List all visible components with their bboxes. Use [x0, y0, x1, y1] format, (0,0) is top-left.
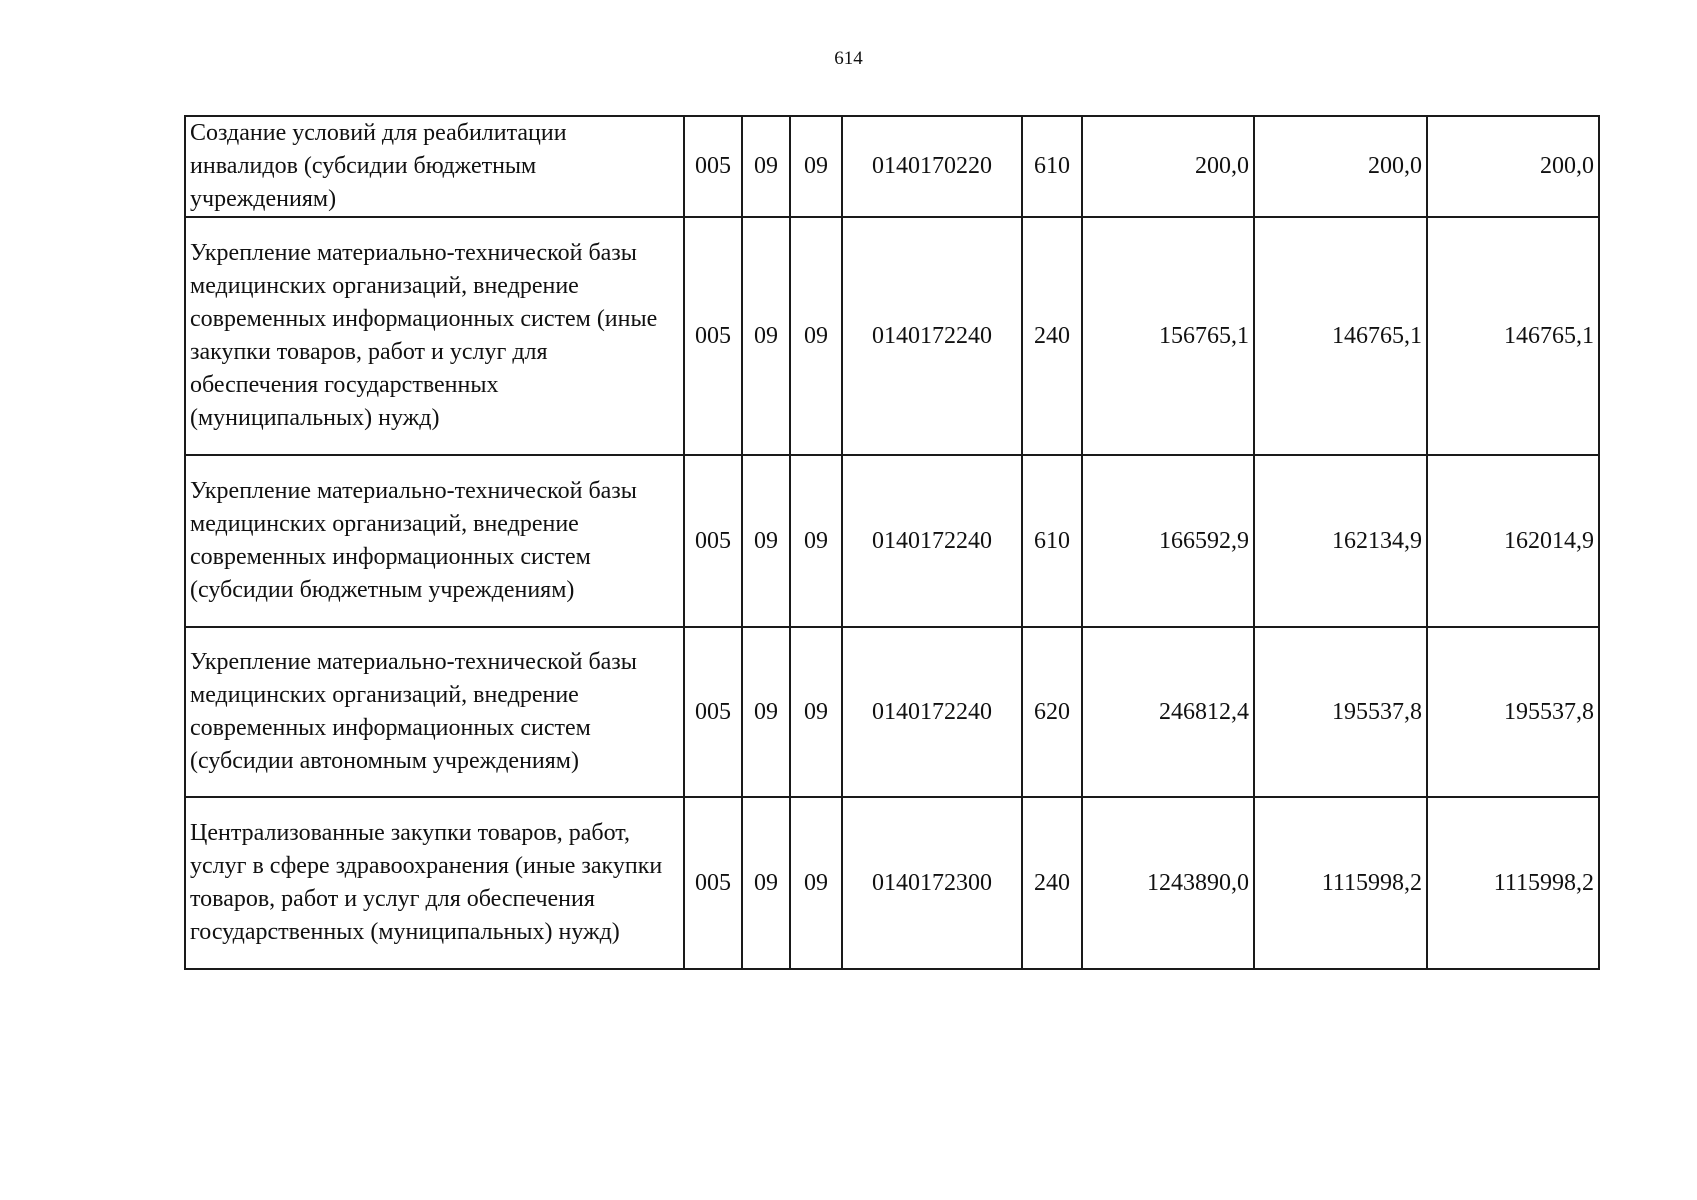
amount-year-3: 195537,8 — [1427, 627, 1599, 797]
amount-year-1: 1243890,0 — [1082, 797, 1254, 969]
amount-year-2: 146765,1 — [1254, 217, 1427, 455]
target-article-code: 0140170220 — [842, 116, 1022, 217]
ministry-code: 005 — [684, 797, 742, 969]
amount-year-3: 1115998,2 — [1427, 797, 1599, 969]
expense-type-code: 620 — [1022, 627, 1082, 797]
amount-year-1: 200,0 — [1082, 116, 1254, 217]
expense-type-code: 240 — [1022, 797, 1082, 969]
subsection-code: 09 — [790, 455, 842, 627]
row-description: Централизованные закупки товаров, работ, услуг в сфере здравоохранения (иные закупки товаров, работ и услуг для обеспечения государственных (муниципальных) нужд) — [185, 797, 684, 969]
section-code: 09 — [742, 797, 790, 969]
table-row — [185, 116, 1599, 217]
table-row — [185, 627, 1599, 797]
section-code: 09 — [742, 217, 790, 455]
section-code: 09 — [742, 627, 790, 797]
ministry-code: 005 — [684, 116, 742, 217]
amount-year-3: 200,0 — [1427, 116, 1599, 217]
row-description: Укрепление материально-технической базы медицинских организаций, внедрение современных информационных систем (субсидии автономным учреждениям) — [185, 627, 684, 797]
page-number: 614 — [834, 48, 863, 69]
target-article-code: 0140172240 — [842, 627, 1022, 797]
amount-year-3: 146765,1 — [1427, 217, 1599, 455]
target-article-code: 0140172300 — [842, 797, 1022, 969]
amount-year-2: 195537,8 — [1254, 627, 1427, 797]
row-description: Укрепление материально-технической базы медицинских организаций, внедрение современных информационных систем (субсидии бюджетным учреждениям) — [185, 455, 684, 627]
budget-table — [184, 115, 1600, 970]
amount-year-3: 162014,9 — [1427, 455, 1599, 627]
subsection-code: 09 — [790, 797, 842, 969]
subsection-code: 09 — [790, 116, 842, 217]
expense-type-code: 610 — [1022, 455, 1082, 627]
ministry-code: 005 — [684, 455, 742, 627]
amount-year-2: 1115998,2 — [1254, 797, 1427, 969]
section-code: 09 — [742, 455, 790, 627]
amount-year-1: 166592,9 — [1082, 455, 1254, 627]
amount-year-2: 200,0 — [1254, 116, 1427, 217]
table-row — [185, 217, 1599, 455]
expense-type-code: 240 — [1022, 217, 1082, 455]
row-description: Укрепление материально-технической базы медицинских организаций, внедрение современных информационных систем (иные закупки товаров, работ и услуг для обеспечения государственных (муниципальных) нужд) — [185, 217, 684, 455]
section-code: 09 — [742, 116, 790, 217]
table-row — [185, 455, 1599, 627]
amount-year-2: 162134,9 — [1254, 455, 1427, 627]
row-description: Создание условий для реабилитации инвалидов (субсидии бюджетным учреждениям) — [185, 116, 684, 217]
ministry-code: 005 — [684, 627, 742, 797]
amount-year-1: 156765,1 — [1082, 217, 1254, 455]
ministry-code: 005 — [684, 217, 742, 455]
expense-type-code: 610 — [1022, 116, 1082, 217]
subsection-code: 09 — [790, 627, 842, 797]
amount-year-1: 246812,4 — [1082, 627, 1254, 797]
subsection-code: 09 — [790, 217, 842, 455]
table-row — [185, 797, 1599, 969]
target-article-code: 0140172240 — [842, 455, 1022, 627]
target-article-code: 0140172240 — [842, 217, 1022, 455]
